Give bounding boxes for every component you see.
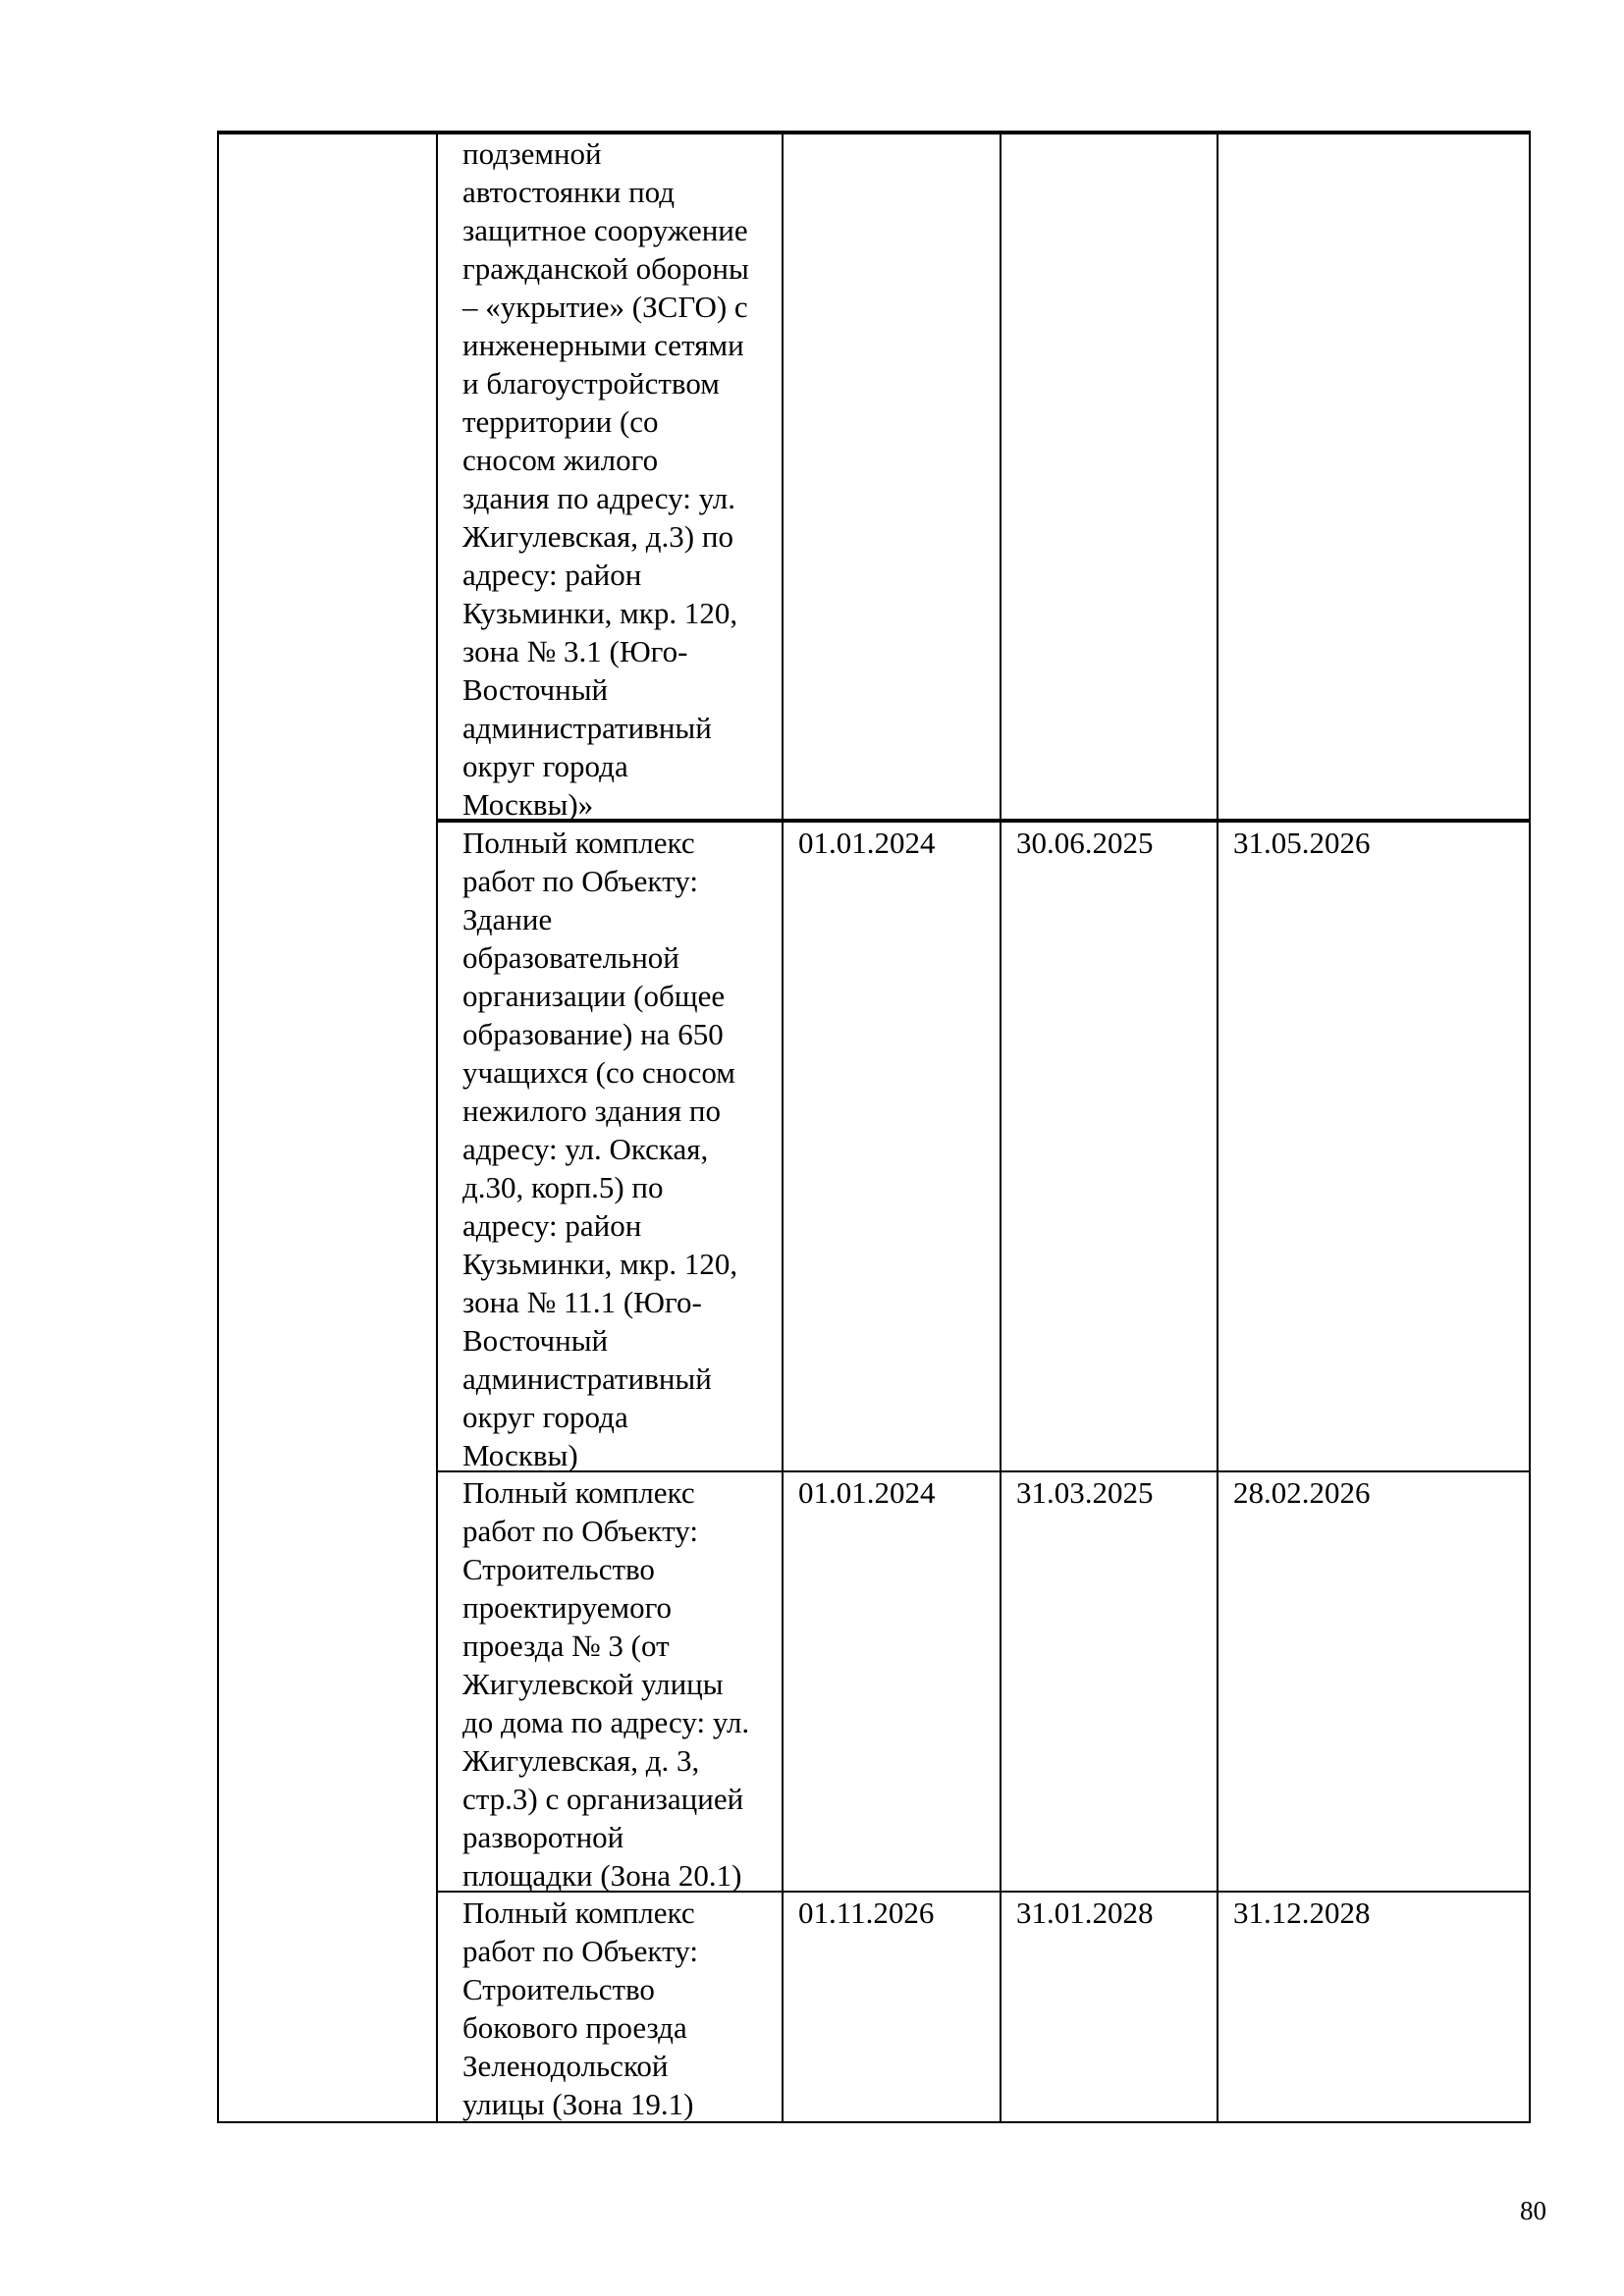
table-cell-end-date: 31.12.2028 — [1233, 1896, 1371, 1930]
table-cell-end-date: 28.02.2026 — [1233, 1475, 1371, 1510]
table-cell-description: Полный комплекс работ по Объекту: Здание образовательной организации (общее образование) на 650 учащихся (со сносом нежилого здания по адресу: ул. Окская, д.30, корп.5) по адресу: район Кузьминки, мкр. 120, зона № 11.1 (Юго- Восточный административный округ города Москвы) — [462, 826, 738, 1472]
table-cell-description: Полный комплекс работ по Объекту: Строительство проектируемого проезда № 3 (от Жигулевской улицы до дома по адресу: ул. Жигулевская, д. 3, стр.3) с организацией разворотной площадки (Зона 20.1) — [462, 1475, 750, 1893]
column-divider — [1000, 131, 1001, 2121]
table-cell-mid-date: 31.03.2025 — [1016, 1475, 1154, 1510]
table-cell-start-date: 01.01.2024 — [798, 826, 936, 860]
column-divider — [1217, 131, 1218, 2121]
page-number: 80 — [1520, 2196, 1546, 2225]
table-top-border — [219, 131, 1531, 134]
column-divider — [436, 131, 438, 2121]
table-cell-mid-date: 30.06.2025 — [1016, 826, 1154, 860]
table-cell-end-date: 31.05.2026 — [1233, 826, 1371, 860]
table-cell-mid-date: 31.01.2028 — [1016, 1896, 1154, 1930]
schedule-table — [217, 131, 1531, 2123]
table-cell-description: подземной автостоянки под защитное сооружение гражданской обороны – «укрытие» (ЗСГО) с инженерными сетями и благоустройством территории (со сносом жилого здания по адресу: ул. Жигулевская, д.3) по адресу: район Кузьминки, мкр. 120, зона № 3.1 (Юго- Восточный административный округ города Москвы)» — [462, 136, 749, 822]
table-cell-start-date: 01.01.2024 — [798, 1475, 936, 1510]
table-cell-start-date: 01.11.2026 — [798, 1896, 935, 1930]
table-right-border — [1529, 131, 1531, 2121]
table-cell-description: Полный комплекс работ по Объекту: Строительство бокового проезда Зеленодольской улицы (Зона 19.1) — [462, 1896, 698, 2121]
